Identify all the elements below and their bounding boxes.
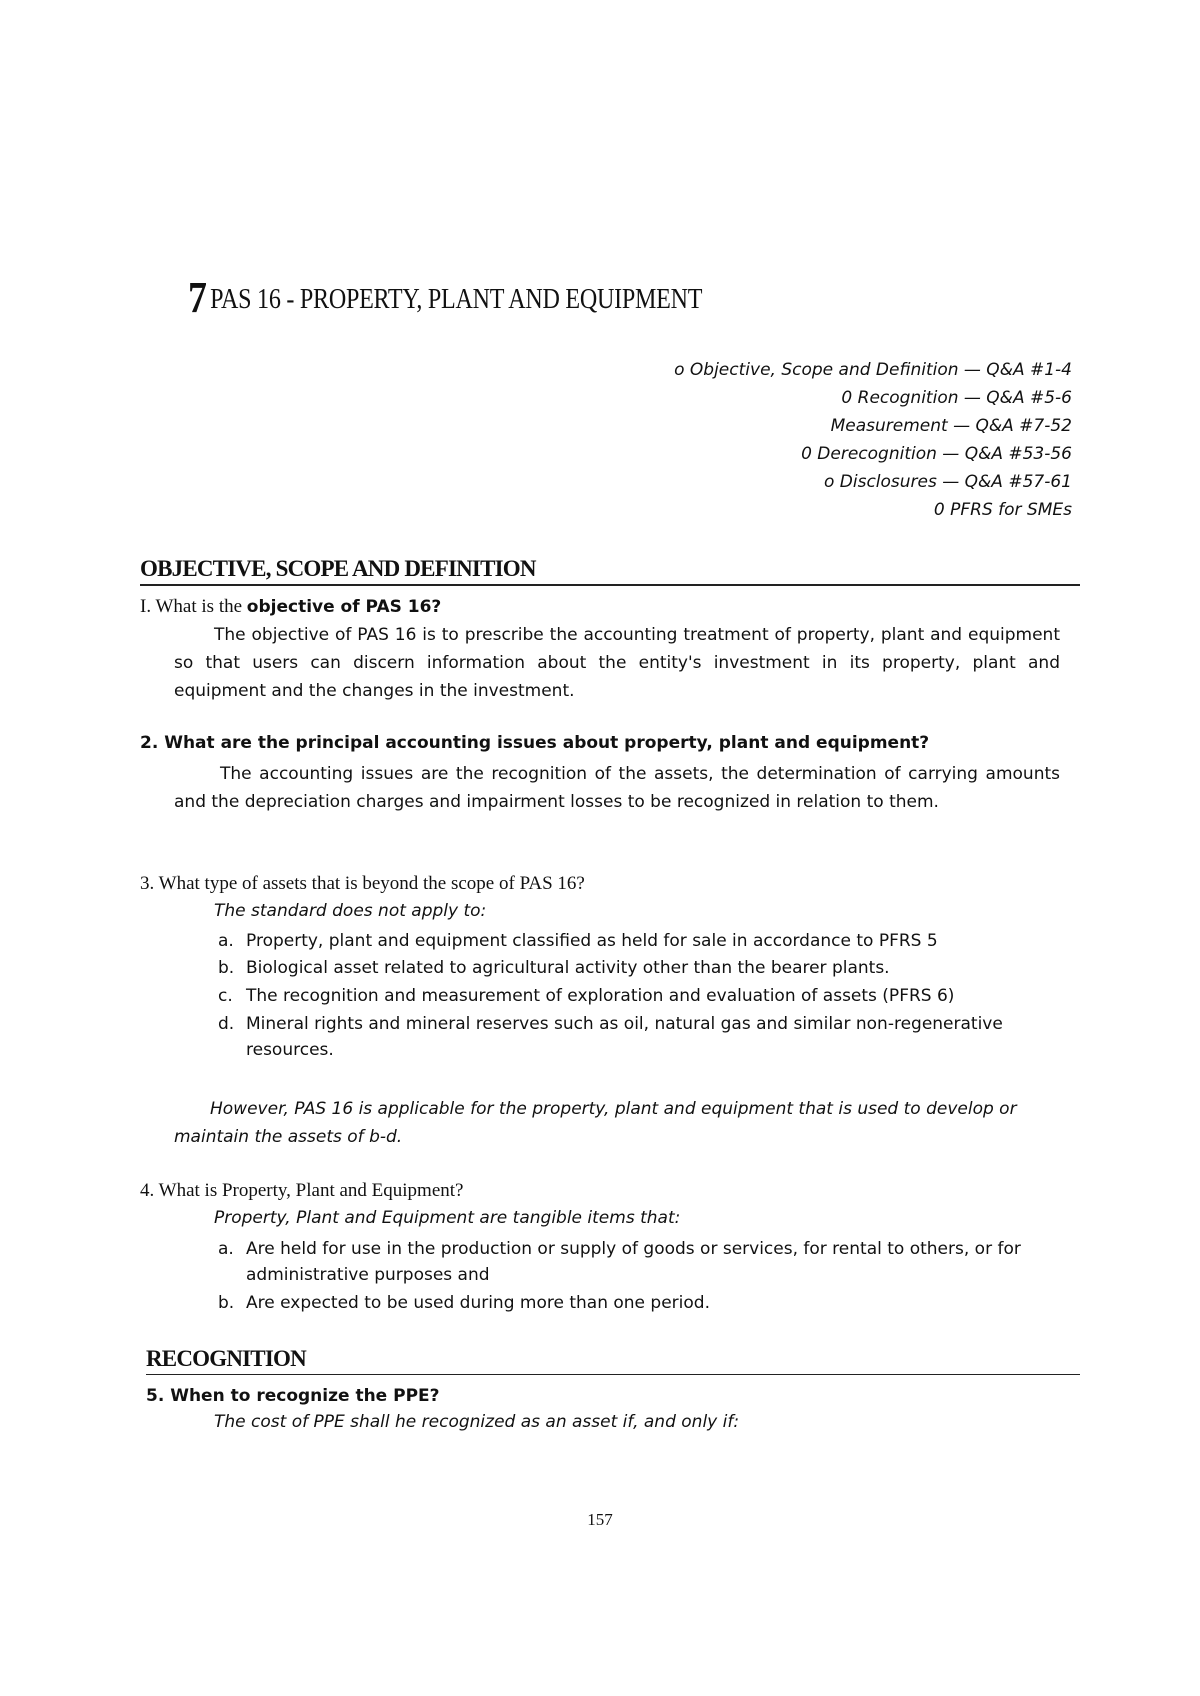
question-4: 4. What is Property, Plant and Equipment? [140,1180,464,1201]
list-text: Are held for use in the production or supply of goods or services, for rental to others, or for administrative purposes and [246,1239,1021,1285]
section-heading-objective: OBJECTIVE, SCOPE AND DEFINITION [140,556,1080,586]
list-text: Are expected to be used during more than one period. [246,1293,710,1313]
section-heading-recognition: RECOGNITION [146,1346,1080,1375]
answer-2: The accounting issues are the recognition of the assets, the determination of carrying amounts and the depreciation charges and impairment losses to be recognized in relation to them. [174,764,1060,812]
question-3-note: However, PAS 16 is applicable for the property, plant and equipment that is used to develop or maintain the assets of b-d. [174,1099,1017,1147]
question-5: 5. When to recognize the PPE? [146,1386,440,1406]
list-marker: d. [218,1014,235,1034]
question-2: 2. What are the principal accounting issues about property, plant and equipment? [140,733,930,753]
chapter-number: 7 [188,273,207,322]
answer-1: The objective of PAS 16 is to prescribe the accounting treatment of property, plant and equipment so that users can discern information about the entity's investment in its property, plant and equipment and the changes in the investment. [174,625,1060,701]
toc-item: 0 Derecognition — Q&A #53-56 [801,444,1072,464]
question-1 [140,596,441,618]
list-marker: b. [218,1293,235,1313]
toc-item: 0 Recognition — Q&A #5-6 [841,388,1072,408]
toc-item: 0 PFRS for SMEs [933,500,1072,520]
list-text: Biological asset related to agricultural activity other than the bearer plants. [246,958,890,978]
question-1-prefix: What is the [155,596,243,617]
question-4-intro: Property, Plant and Equipment are tangible items that: [214,1208,681,1228]
question-5-intro: The cost of PPE shall he recognized as an asset if, and only if: [214,1412,740,1432]
chapter-title [188,272,702,323]
list-text: The recognition and measurement of exploration and evaluation of assets (PFRS 6) [246,986,955,1006]
list-marker: c. [218,986,233,1006]
list-marker: a. [218,931,234,951]
question-3: 3. What type of assets that is beyond the scope of PAS 16? [140,873,585,894]
toc-item: o Disclosures — Q&A #57-61 [823,472,1072,492]
list-marker: a. [218,1239,234,1259]
toc-item: Measurement — Q&A #7-52 [830,416,1072,436]
page-number: 157 [587,1510,613,1529]
chapter-contents [674,356,1072,524]
question-3-intro: The standard does not apply to: [214,901,487,921]
list-text: Property, plant and equipment classified as held for sale in accordance to PFRS 5 [246,931,938,951]
list-text: Mineral rights and mineral reserves such as oil, natural gas and similar non-regenerative resources. [246,1014,1003,1060]
chapter-title-text: PAS 16 - PROPERTY, PLANT AND EQUIPMENT [210,284,703,315]
question-1-number: I. [140,596,152,617]
question-1-bold: objective of PAS 16? [246,597,442,617]
list-marker: b. [218,958,235,978]
toc-item: o Objective, Scope and Definition — Q&A #1-4 [674,360,1072,380]
